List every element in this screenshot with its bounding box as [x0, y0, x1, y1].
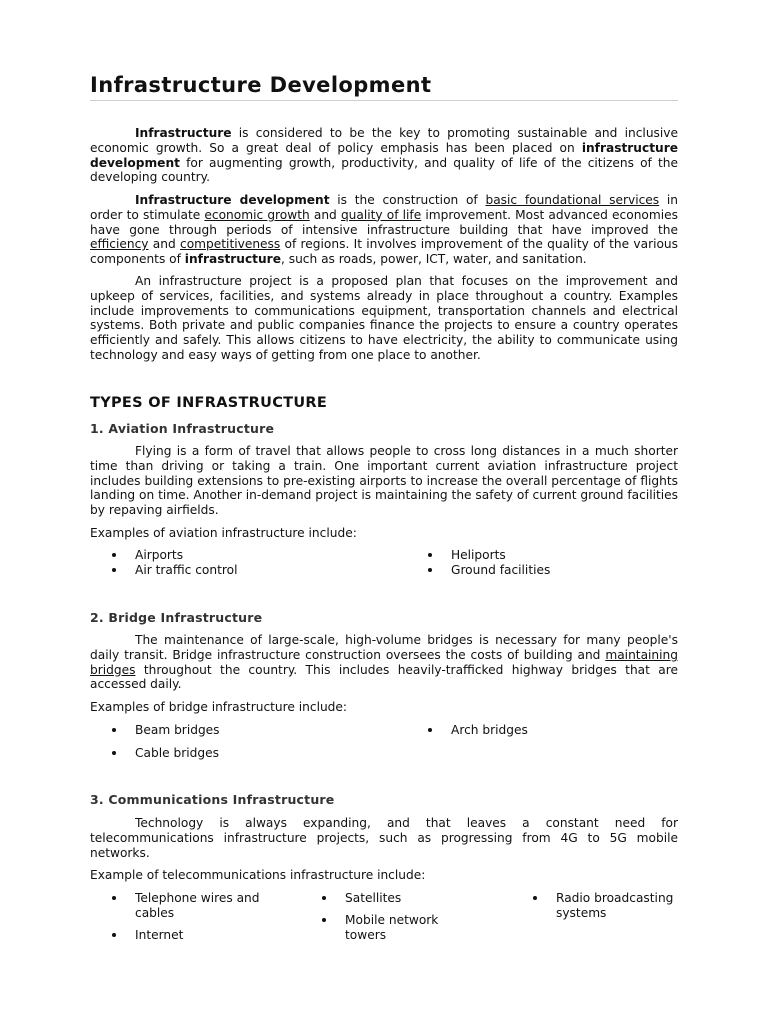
- list-item: Airports: [135, 548, 285, 563]
- bullet-icon: [112, 896, 116, 900]
- link-competitiveness[interactable]: competitiveness: [180, 237, 281, 252]
- link-basic-foundational-services[interactable]: basic foundational services: [485, 193, 660, 207]
- intro-paragraph-1: Infrastructure is considered to be the key to promoting sustainable and inclusive economic growth. So a great deal of policy emphasis has been placed on infrastructure development for augmenting growth, productivity, and quality of life of the citizens of the developing country.: [90, 126, 678, 185]
- list-item: Mobile network towers: [345, 913, 455, 943]
- link-efficiency[interactable]: efficiency: [90, 237, 149, 252]
- list-item: Beam bridges: [135, 723, 285, 738]
- bullet-icon: [428, 553, 432, 557]
- bridge-body: The maintenance of large-scale, high-volume bridges is necessary for many people's daily transit. Bridge infrastructure construction oversees the costs of building and maintaining bridges throughout the country. This includes heavily-trafficked highway bridges that are accessed daily.: [90, 633, 678, 692]
- list-item: Radio broadcasting systems: [556, 891, 681, 921]
- list-item: Satellites: [345, 891, 475, 906]
- aviation-heading: 1. Aviation Infrastructure: [90, 421, 275, 436]
- bridge-examples-lead: Examples of bridge infrastructure include:: [90, 700, 348, 714]
- list-item: Telephone wires and cables: [135, 891, 265, 921]
- bullet-icon: [112, 728, 116, 732]
- bridge-heading: 2. Bridge Infrastructure: [90, 610, 263, 625]
- bullet-icon: [322, 918, 326, 922]
- communications-examples-lead: Example of telecommunications infrastructure include:: [90, 868, 426, 882]
- bullet-icon: [112, 751, 116, 755]
- bullet-icon: [112, 933, 116, 937]
- communications-heading: 3. Communications Infrastructure: [90, 792, 335, 807]
- list-item: Heliports: [451, 548, 601, 563]
- list-item: Internet: [135, 928, 265, 943]
- bullet-icon: [112, 568, 116, 572]
- bullet-icon: [428, 568, 432, 572]
- list-item: Ground facilities: [451, 563, 601, 578]
- intro-paragraph-2: Infrastructure development is the construction of basic foundational services in order to stimulate economic growth and quality of life improvement. Most advanced economies have gone through periods of intensive infrastructure building that have improved the efficiency and competitiveness of regions. It involves improvement of the quality of the various components of infrastructure, such as roads, power, ICT, water, and sanitation.: [90, 193, 678, 267]
- link-economic-growth[interactable]: economic growth: [204, 207, 310, 222]
- aviation-examples-lead: Examples of aviation infrastructure include:: [90, 526, 357, 540]
- bullet-icon: [428, 728, 432, 732]
- bullet-icon: [112, 553, 116, 557]
- list-item: Arch bridges: [451, 723, 601, 738]
- document-title: Infrastructure Development: [90, 72, 678, 101]
- link-maintaining-bridges[interactable]: maintaining bridges: [90, 647, 678, 677]
- aviation-body: Flying is a form of travel that allows people to cross long distances in a much shorter time than driving or taking a train. One important current aviation infrastructure project includes building extensions to pre-existing airports to increase the overall percentage of flights landing on time. Another in-demand project is maintaining the safety of current ground facilities by repaving airfields.: [90, 444, 678, 518]
- intro-paragraph-3: An infrastructure project is a proposed plan that focuses on the improvement and upkeep of services, facilities, and systems already in place throughout a country. Examples include improvements to communications equipment, transportation channels and electrical systems. Both private and public companies finance the projects to ensure a country operates efficiently and safely. This allows citizens to have electricity, the ability to communicate using technology and easy ways of getting from one place to another.: [90, 274, 678, 362]
- list-item: Air traffic control: [135, 563, 285, 578]
- bullet-icon: [322, 896, 326, 900]
- communications-body: Technology is always expanding, and that leaves a constant need for telecommunications infrastructure projects, such as progressing from 4G to 5G mobile networks.: [90, 816, 678, 860]
- link-quality-of-life[interactable]: quality of life: [340, 207, 422, 222]
- types-heading: TYPES OF INFRASTRUCTURE: [90, 395, 328, 411]
- bullet-icon: [533, 896, 537, 900]
- list-item: Cable bridges: [135, 746, 285, 761]
